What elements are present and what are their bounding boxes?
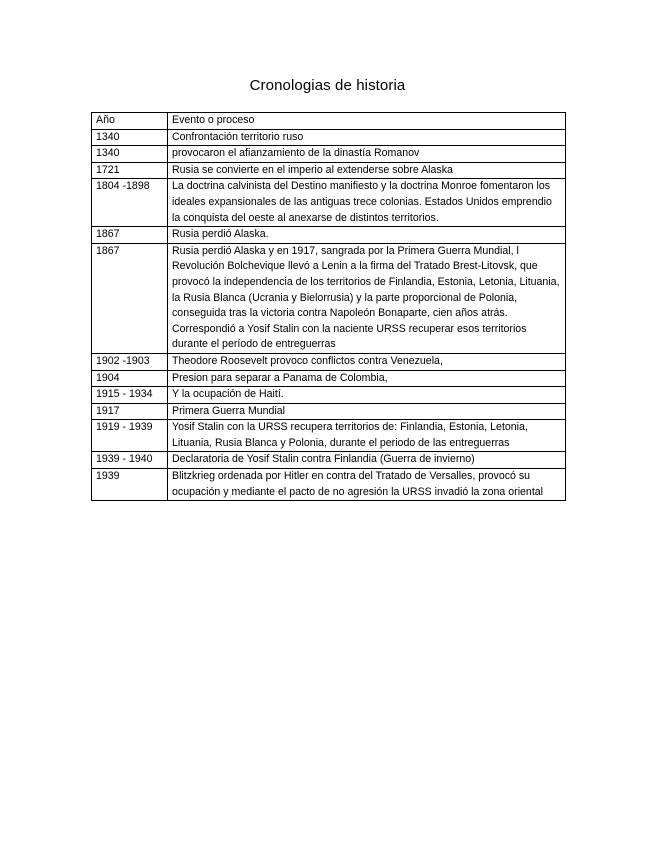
year-cell: 1917 bbox=[92, 403, 168, 420]
table-row bbox=[92, 420, 566, 452]
event-cell: Yosif Stalin con la URSS recupera territorios de: Finlandia, Estonia, Letonia, Lituania, Rusia Blanca y Polonia, durante el periodo de las entreguerras bbox=[168, 420, 566, 452]
table-row bbox=[92, 403, 566, 420]
event-cell: La doctrina calvinista del Destino manifiesto y la doctrina Monroe fomentaron los ideales expansionales de las antiguas trece colonias. Estados Unidos emprendio la conquista del oeste al anexarse de distintos territorios. bbox=[168, 179, 566, 227]
table-row bbox=[92, 179, 566, 227]
year-cell: 1915 - 1934 bbox=[92, 387, 168, 404]
table-row bbox=[92, 387, 566, 404]
event-cell: Rusia perdió Alaska y en 1917, sangrada por la Primera Guerra Mundial, l Revolución Bolchevique llevó a Lenin a la firma del Tratado Brest-Litovsk, que provocó la independencia de los territorios de Finlandia, Estonia, Letonia, Lituania, la Rusia Blanca (Ucrania y Bielorrusia) y la parte proporcional de Polonia, conseguida tras la victoria contra Napoleón Bonaparte, cien años atrás. Correspondió a Yosif Stalin con la naciente URSS recuperar esos territorios durante el período de entreguerras bbox=[168, 243, 566, 353]
document-title: Cronologias de historia bbox=[249, 77, 406, 94]
year-cell: 1919 - 1939 bbox=[92, 420, 168, 452]
event-cell: Y la ocupación de Haití. bbox=[168, 387, 566, 404]
event-cell: Presion para separar a Panama de Colombia, bbox=[168, 370, 566, 387]
table-row bbox=[92, 162, 566, 179]
table-row bbox=[92, 469, 566, 501]
year-cell: 1939 bbox=[92, 469, 168, 501]
table-row bbox=[92, 146, 566, 163]
chronology-table bbox=[91, 112, 566, 501]
year-cell: 1902 -1903 bbox=[92, 353, 168, 370]
table-row bbox=[92, 452, 566, 469]
event-cell: Confrontación territorio ruso bbox=[168, 129, 566, 146]
table-header-row bbox=[92, 113, 566, 130]
table-row bbox=[92, 243, 566, 353]
year-cell: 1867 bbox=[92, 243, 168, 353]
event-cell: Rusia perdió Alaska. bbox=[168, 227, 566, 244]
year-cell: 1340 bbox=[92, 129, 168, 146]
year-cell: 1804 -1898 bbox=[92, 179, 168, 227]
event-cell: Blitzkrieg ordenada por Hitler en contra del Tratado de Versalles, provocó su ocupación y mediante el pacto de no agresión la URSS invadió la zona oriental bbox=[168, 469, 566, 501]
table-row bbox=[92, 227, 566, 244]
table-row bbox=[92, 353, 566, 370]
year-cell: 1867 bbox=[92, 227, 168, 244]
header-event: Evento o proceso bbox=[168, 113, 566, 130]
table-row bbox=[92, 129, 566, 146]
table-row bbox=[92, 370, 566, 387]
year-cell: 1904 bbox=[92, 370, 168, 387]
event-cell: Rusia se convierte en el imperio al extenderse sobre Alaska bbox=[168, 162, 566, 179]
year-cell: 1721 bbox=[92, 162, 168, 179]
header-year: Año bbox=[92, 113, 168, 130]
year-cell: 1340 bbox=[92, 146, 168, 163]
event-cell: provocaron el afianzamiento de la dinastía Romanov bbox=[168, 146, 566, 163]
year-cell: 1939 - 1940 bbox=[92, 452, 168, 469]
event-cell: Theodore Roosevelt provoco conflictos contra Venezuela, bbox=[168, 353, 566, 370]
event-cell: Primera Guerra Mundial bbox=[168, 403, 566, 420]
event-cell: Declaratoria de Yosif Stalin contra Finlandia (Guerra de invierno) bbox=[168, 452, 566, 469]
